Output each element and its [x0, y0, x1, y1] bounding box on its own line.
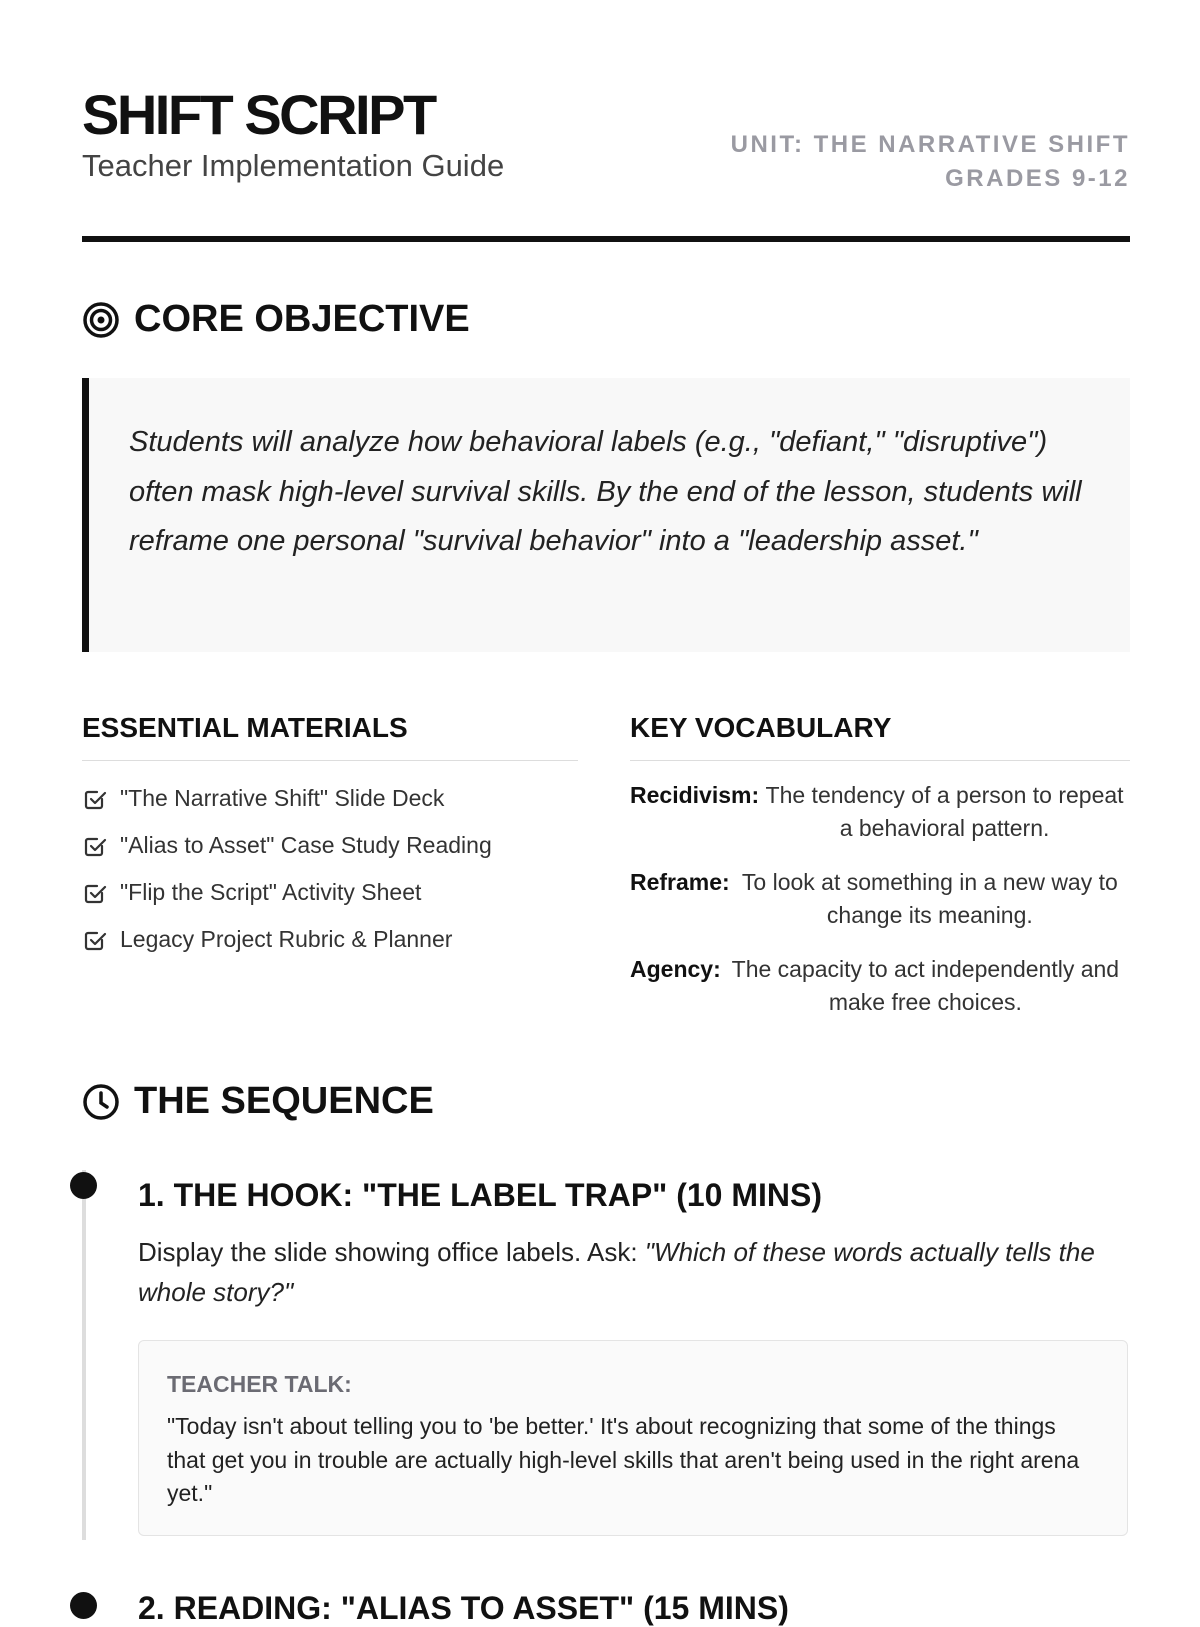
vocabulary-section — [630, 712, 1130, 1040]
step-question: "Which of these words actually tells the whole story?" — [138, 1237, 1095, 1307]
material-label: Legacy Project Rubric & Planner — [120, 926, 453, 952]
step-title: 1. THE HOOK: "THE LABEL TRAP" (10 MINS) — [138, 1177, 823, 1213]
vocab-item — [630, 866, 1130, 932]
header — [82, 83, 1130, 236]
vocab-definition: The tendency of a person to repeat a behavioral pattern. — [765, 782, 1124, 841]
checkbox-checked-icon — [82, 880, 108, 906]
teacher-talk-label: TEACHER TALK: — [167, 1371, 352, 1397]
vocab-definition: The capacity to act independently and make free choices. — [731, 956, 1120, 1015]
vocab-term: Recidivism: — [630, 782, 760, 808]
material-item — [82, 869, 578, 916]
page-title: SHIFT SCRIPT — [82, 83, 435, 146]
timeline-line — [82, 1170, 86, 1540]
checkbox-checked-icon — [82, 927, 108, 953]
clock-icon — [82, 1083, 120, 1121]
vocab-term: Reframe: — [630, 869, 730, 895]
step-text — [138, 1232, 1128, 1312]
step-title: 2. READING: "ALIAS TO ASSET" (15 MINS) — [138, 1590, 789, 1626]
vocabulary-heading: KEY VOCABULARY — [630, 712, 1130, 761]
core-objective-heading — [82, 298, 470, 341]
section-title: THE SEQUENCE — [134, 1080, 434, 1122]
timeline-dot — [70, 1592, 97, 1619]
unit-meta — [731, 128, 1130, 196]
vocab-definition: To look at something in a new way to change its meaning. — [741, 869, 1118, 928]
checkbox-checked-icon — [82, 786, 108, 812]
sequence-heading — [82, 1080, 434, 1123]
target-icon — [82, 301, 120, 339]
material-label: "Alias to Asset" Case Study Reading — [120, 832, 492, 858]
objective-callout: Students will analyze how behavioral labels (e.g., "defiant," "disruptive") often mask high-level survival skills. By the end of the lesson, students will reframe one personal "survival behavior" into a "leadership asset." — [82, 378, 1130, 652]
teacher-talk-box — [138, 1340, 1128, 1536]
grades-label: GRADES 9-12 — [945, 165, 1130, 192]
vocab-item — [630, 953, 1130, 1019]
material-item — [82, 775, 578, 822]
checkbox-checked-icon — [82, 833, 108, 859]
material-label: "The Narrative Shift" Slide Deck — [120, 785, 445, 811]
timeline-dot — [70, 1172, 97, 1199]
step-instruction: Display the slide showing office labels. Ask: — [138, 1237, 645, 1267]
section-title: CORE OBJECTIVE — [134, 298, 470, 340]
materials-section — [82, 712, 578, 963]
vocab-term: Agency: — [630, 956, 721, 982]
page-subtitle: Teacher Implementation Guide — [82, 148, 505, 183]
material-label: "Flip the Script" Activity Sheet — [120, 879, 422, 905]
unit-label: UNIT: THE NARRATIVE SHIFT — [730, 131, 1130, 158]
teacher-talk-text: "Today isn't about telling you to 'be better.' It's about recognizing that some of the things that get you in trouble are actually high-level skills that aren't being used in the right arena yet." — [167, 1413, 1080, 1506]
materials-heading: ESSENTIAL MATERIALS — [82, 712, 578, 761]
material-item — [82, 916, 578, 963]
material-item — [82, 822, 578, 869]
vocab-item — [630, 779, 1130, 845]
header-divider — [82, 236, 1130, 242]
